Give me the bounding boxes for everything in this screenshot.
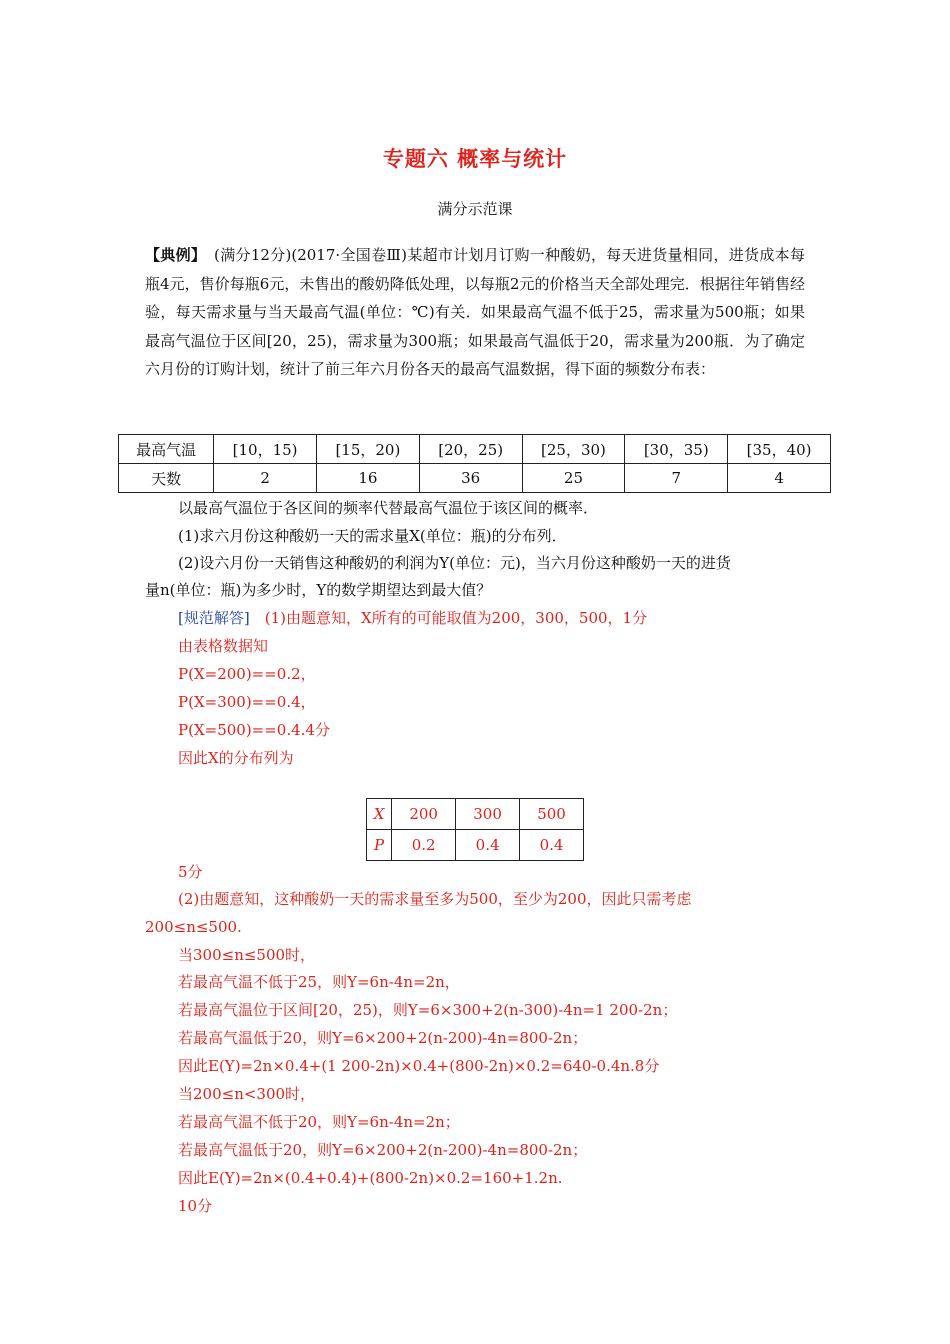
solution-step: 若最高气温不低于25，则Y=6n-4n=2n， xyxy=(178,973,460,991)
solution-step: 因此E(Y)=2n×0.4+(1 200-2n)×0.4+(800-2n)×0.2=640-0.4n.8分 xyxy=(178,1057,660,1075)
assumption-text: 以最高气温位于各区间的频率代替最高气温位于该区间的概率． xyxy=(178,499,599,517)
table-cell: [30，35) xyxy=(625,435,728,464)
solution-step: 10分 xyxy=(178,1197,213,1215)
solution-step: 由表格数据知 xyxy=(178,637,269,655)
solution-step: 因此X的分布列为 xyxy=(178,749,294,767)
table-cell: 200 xyxy=(392,799,456,830)
solution-step: 200≤n≤500. xyxy=(145,918,242,936)
solution-step: 若最高气温不低于20，则Y=6n-4n=2n； xyxy=(178,1113,460,1131)
table-cell: [15，20) xyxy=(316,435,419,464)
table-cell: 16 xyxy=(316,464,419,493)
solution-step: 若最高气温位于区间[20，25)，则Y=6×300+2(n-300)-4n=1 200-2n； xyxy=(178,1001,678,1019)
solution-label: [规范解答] xyxy=(178,609,250,627)
table-cell: 0.4 xyxy=(520,830,584,861)
table-row xyxy=(367,799,584,830)
table-row xyxy=(119,435,831,464)
table-cell: 天数 xyxy=(119,464,214,493)
table-cell: [35，40) xyxy=(728,435,831,464)
table-cell: [20，25) xyxy=(419,435,522,464)
table-cell: 25 xyxy=(522,464,625,493)
question-1: (1)求六月份这种酸奶一天的需求量X(单位：瓶)的分布列． xyxy=(178,527,567,545)
solution-step: (1)由题意知，X所有的可能取值为200，300，500，1分 xyxy=(249,609,648,627)
page-subtitle: 满分示范课 xyxy=(437,200,513,218)
table-cell: P xyxy=(367,830,392,861)
frequency-table xyxy=(118,434,831,493)
example-label: 【典例】 xyxy=(145,246,199,264)
solution-step: 5分 xyxy=(178,863,203,881)
table-cell: 2 xyxy=(214,464,317,493)
solution-step: 若最高气温低于20，则Y=6×200+2(n-200)-4n=800-2n； xyxy=(178,1029,588,1047)
table-cell: 0.4 xyxy=(456,830,520,861)
problem-statement xyxy=(145,241,805,384)
solution-step: 当200≤n<300时， xyxy=(178,1085,316,1103)
table-cell: [10，15) xyxy=(214,435,317,464)
table-cell: 4 xyxy=(728,464,831,493)
table-cell: 300 xyxy=(456,799,520,830)
table-cell: 500 xyxy=(520,799,584,830)
table-row xyxy=(119,464,831,493)
page-title: 专题六 概率与统计 xyxy=(382,147,568,171)
distribution-table xyxy=(366,798,584,861)
solution-line xyxy=(178,608,647,628)
solution-step: P(X=300)==0.4， xyxy=(178,693,316,711)
solution-step: P(X=500)==0.4.4分 xyxy=(178,721,330,739)
solution-step: 因此E(Y)=2n×(0.4+0.4)+(800-2n)×0.2=160+1.2n. xyxy=(178,1169,563,1187)
table-row xyxy=(367,830,584,861)
solution-step: P(X=200)==0.2， xyxy=(178,665,316,683)
table-cell: X xyxy=(367,799,392,830)
table-cell: 最高气温 xyxy=(119,435,214,464)
table-cell: 7 xyxy=(625,464,728,493)
table-cell: 0.2 xyxy=(392,830,456,861)
question-2-line-1: (2)设六月份一天销售这种酸奶的利润为Y(单位：元)，当六月份这种酸奶一天的进货 xyxy=(178,554,731,572)
question-2-line-2: 量n(单位：瓶)为多少时，Y的数学期望达到最大值？ xyxy=(145,581,492,599)
solution-step: 若最高气温低于20，则Y=6×200+2(n-200)-4n=800-2n； xyxy=(178,1141,588,1159)
problem-text: (满分12分)(2017·全国卷Ⅲ)某超市计划月订购一种酸奶，每天进货量相同，进货成本每瓶4元，售价每瓶6元，未售出的酸奶降低处理，以每瓶2元的价格当天全部处理完．根据往年销售经验，每天需求量与当天最高气温(单位：℃)有关．如果最高气温不低于25，需求量为500瓶；如果最高气温位于区间[20，25)，需求量为300瓶；如果最高气温低于20，需求量为200瓶．为了确定六月份的订购计划，统计了前三年六月份各天的最高气温数据，得下面的频数分布表： xyxy=(145,246,805,379)
table-cell: [25，30) xyxy=(522,435,625,464)
table-cell: 36 xyxy=(419,464,522,493)
solution-step: 当300≤n≤500时， xyxy=(178,946,316,964)
solution-step: (2)由题意知，这种酸奶一天的需求量至多为500，至少为200，因此只需考虑 xyxy=(178,890,692,908)
